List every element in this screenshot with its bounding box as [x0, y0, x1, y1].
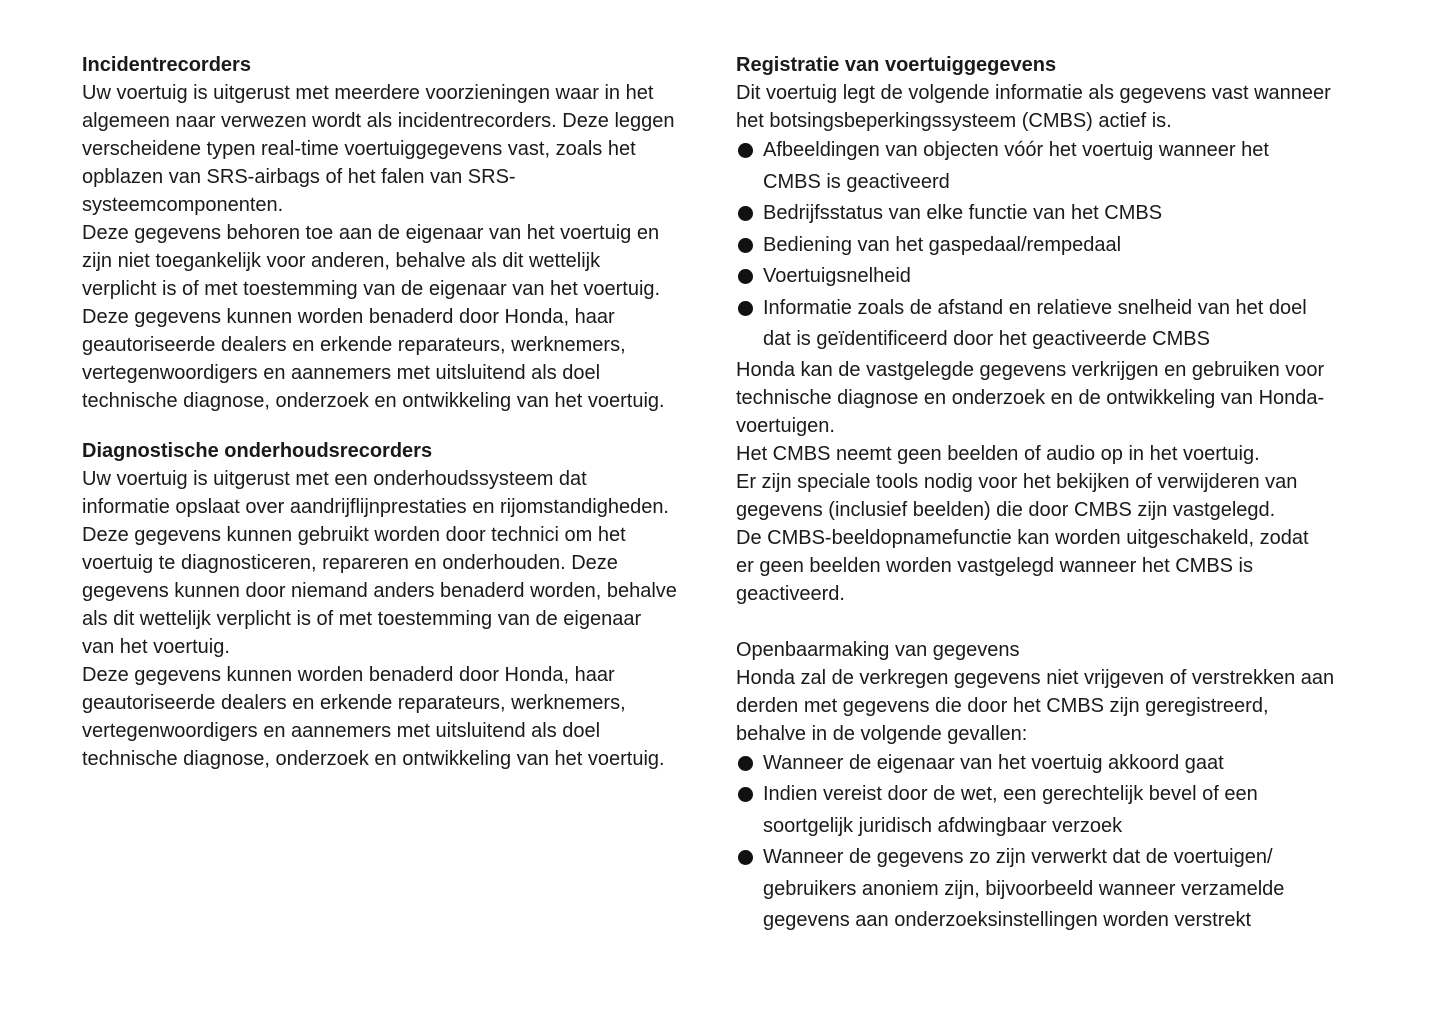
bullet-dot-icon [738, 238, 753, 253]
text-line: Honda zal de verkregen gegevens niet vrijgeven of verstrekken aan [736, 666, 1335, 689]
bullet-item [736, 748, 1376, 780]
bullet-item [736, 230, 1376, 262]
text-line: Dit voertuig legt de volgende informatie als gegevens vast wanneer [736, 82, 1331, 104]
paragraph [82, 303, 712, 415]
section-heading: Diagnostische onderhoudsrecorders [82, 440, 433, 462]
text-line: Er zijn speciale tools nodig voor het bekijken of verwijderen van [736, 470, 1298, 493]
paragraph [736, 524, 1376, 608]
text-line: voertuigen. [736, 414, 835, 437]
text-line: van het voertuig. [82, 636, 230, 658]
text-line: Informatie zoals de afstand en relatieve snelheid van het doel [763, 296, 1307, 319]
paragraph [736, 79, 1376, 135]
bullet-item [736, 293, 1376, 356]
text-line: Afbeeldingen van objecten vóór het voertuig wanneer het [763, 139, 1269, 161]
text-line: geautoriseerde dealers en erkende reparateurs, werknemers, [82, 334, 626, 356]
text-line: Deze gegevens kunnen gebruikt worden door technici om het [82, 524, 626, 546]
text-line: voertuig te diagnosticeren, repareren en onderhouden. Deze [82, 552, 618, 574]
bullet-item [736, 135, 1376, 198]
text-line: De CMBS-beeldopnamefunctie kan worden uitgeschakeld, zodat [736, 526, 1309, 549]
text-line: geactiveerd. [736, 582, 845, 605]
paragraph [82, 661, 712, 773]
text-line: Bediening van het gaspedaal/rempedaal [763, 233, 1122, 256]
bullet-item [736, 261, 1376, 293]
paragraph [736, 468, 1376, 524]
text-line: technische diagnose, onderzoek en ontwikkeling van het voertuig. [82, 748, 665, 770]
bullet-dot-icon [738, 756, 753, 771]
bullet-dot-icon [738, 301, 753, 316]
text-line: als dit wettelijk verplicht is of met toestemming van de eigenaar [82, 608, 642, 630]
bullet-dot-icon [738, 787, 753, 802]
paragraph [82, 79, 712, 219]
left-column [82, 51, 712, 773]
text-line: zijn niet toegankelijk voor anderen, behalve als dit wettelijk [82, 250, 601, 272]
text-line: opblazen van SRS-airbags of het falen van SRS- [82, 166, 516, 188]
text-line: gegevens (inclusief beelden) die door CMBS zijn vastgelegd. [736, 498, 1276, 521]
spacer [82, 415, 712, 437]
text-line: gegevens kunnen door niemand anders benaderd worden, behalve [82, 580, 677, 602]
text-line: vertegenwoordigers en aannemers met uitsluitend als doel [82, 720, 601, 742]
text-line: gegevens aan onderzoeksinstellingen worden verstrekt [763, 909, 1252, 931]
text-line: technische diagnose en onderzoek en de ontwikkeling van Honda- [736, 386, 1325, 409]
bullet-item [736, 842, 1376, 937]
text-line: Deze gegevens kunnen worden benaderd door Honda, haar [82, 306, 615, 328]
text-line: Bedrijfsstatus van elke functie van het CMBS [763, 202, 1163, 224]
text-line: Uw voertuig is uitgerust met een onderhoudssysteem dat [82, 468, 587, 490]
text-line: Deze gegevens behoren toe aan de eigenaar van het voertuig en [82, 222, 660, 244]
bullet-item [736, 198, 1376, 230]
text-line: informatie opslaat over aandrijflijnprestaties en rijomstandigheden. [82, 496, 669, 518]
paragraph [736, 664, 1376, 748]
text-line: CMBS is geactiveerd [763, 170, 950, 193]
text-line: gebruikers anoniem zijn, bijvoorbeeld wanneer verzamelde [763, 877, 1285, 900]
section-heading: Registratie van voertuiggegevens [736, 54, 1057, 76]
paragraph [736, 440, 1376, 468]
text-line: Deze gegevens kunnen worden benaderd door Honda, haar [82, 664, 615, 686]
bullet-dot-icon [738, 143, 753, 158]
text-line: derden met gegevens die door het CMBS zijn geregistreerd, [736, 694, 1269, 717]
text-line: Voertuigsnelheid [763, 265, 911, 287]
text-line: Wanneer de eigenaar van het voertuig akkoord gaat [763, 751, 1224, 774]
paragraph [82, 465, 712, 661]
paragraph [736, 636, 1376, 664]
text-line: Het CMBS neemt geen beelden of audio op in het voertuig. [736, 442, 1260, 465]
text-line: systeemcomponenten. [82, 194, 284, 216]
text-line: behalve in de volgende gevallen: [736, 722, 1028, 745]
text-line: er geen beelden worden vastgelegd wanneer het CMBS is [736, 554, 1253, 577]
text-line: dat is geïdentificeerd door het geactiveerde CMBS [763, 328, 1210, 350]
bullet-dot-icon [738, 269, 753, 284]
text-line: Openbaarmaking van gegevens [736, 638, 1020, 661]
paragraph [736, 356, 1376, 440]
paragraph [82, 219, 712, 303]
text-line: geautoriseerde dealers en erkende reparateurs, werknemers, [82, 692, 626, 714]
text-line: het botsingsbeperkingssysteem (CMBS) actief is. [736, 110, 1172, 132]
bullet-dot-icon [738, 206, 753, 221]
text-line: Honda kan de vastgelegde gegevens verkrijgen en gebruiken voor [736, 358, 1325, 381]
right-column [736, 51, 1376, 937]
text-line: technische diagnose, onderzoek en ontwikkeling van het voertuig. [82, 390, 665, 412]
text-line: algemeen naar verwezen wordt als incidentrecorders. Deze leggen [82, 110, 675, 132]
text-line: verplicht is of met toestemming van de eigenaar van het voertuig. [82, 278, 661, 300]
section-heading: Incidentrecorders [82, 54, 251, 76]
text-line: vertegenwoordigers en aannemers met uitsluitend als doel [82, 362, 601, 384]
text-line: verscheidene typen real-time voertuiggegevens vast, zoals het [82, 138, 636, 160]
text-line: Wanneer de gegevens zo zijn verwerkt dat de voertuigen/ [763, 846, 1273, 868]
bullet-dot-icon [738, 850, 753, 865]
text-line: soortgelijk juridisch afdwingbaar verzoek [763, 814, 1123, 837]
spacer [736, 608, 1376, 636]
text-line: Indien vereist door de wet, een gerechtelijk bevel of een [763, 783, 1258, 805]
text-line: Uw voertuig is uitgerust met meerdere voorzieningen waar in het [82, 82, 654, 104]
bullet-item [736, 779, 1376, 842]
